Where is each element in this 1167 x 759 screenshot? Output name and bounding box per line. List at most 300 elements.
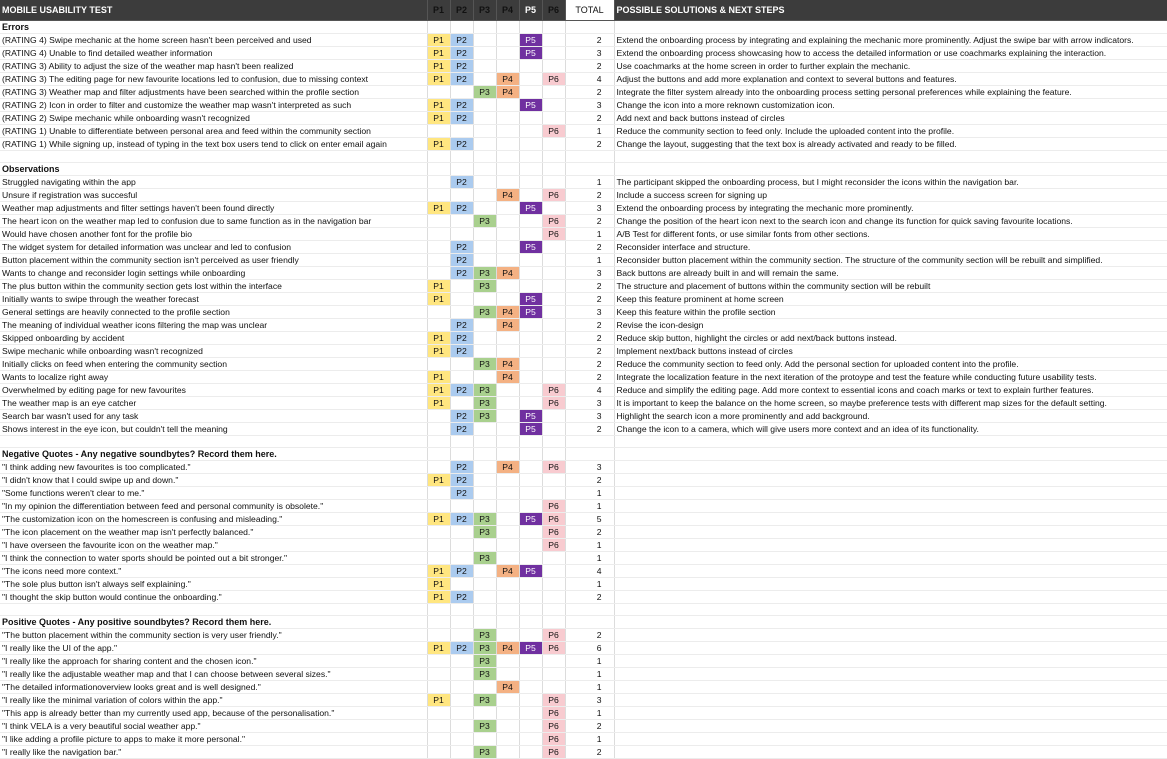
finding-cell[interactable]: The meaning of individual weather icons filtering the map was unclear xyxy=(0,318,427,331)
participant-cell-p4[interactable] xyxy=(496,732,519,745)
participant-cell-p6[interactable] xyxy=(542,603,565,615)
finding-cell[interactable]: The heart icon on the weather map led to confusion due to same function as in the navigation bar xyxy=(0,214,427,227)
participant-cell-p3[interactable] xyxy=(473,240,496,253)
participant-cell-p2[interactable]: P2 xyxy=(450,512,473,525)
participant-cell-p3[interactable] xyxy=(473,473,496,486)
solution-cell[interactable] xyxy=(614,20,1167,33)
participant-cell-p2[interactable] xyxy=(450,525,473,538)
participant-cell-p6[interactable] xyxy=(542,564,565,577)
participant-cell-p6[interactable] xyxy=(542,447,565,460)
participant-cell-p3[interactable] xyxy=(473,331,496,344)
finding-cell[interactable]: "I think VELA is a very beautiful social weather app." xyxy=(0,719,427,732)
participant-cell-p5[interactable] xyxy=(519,72,542,85)
solution-cell[interactable] xyxy=(614,525,1167,538)
participant-cell-p4[interactable] xyxy=(496,577,519,590)
solution-cell[interactable] xyxy=(614,628,1167,641)
participant-cell-p2[interactable] xyxy=(450,615,473,628)
participant-cell-p1[interactable] xyxy=(427,615,450,628)
participant-cell-p3[interactable] xyxy=(473,460,496,473)
participant-cell-p2[interactable] xyxy=(450,732,473,745)
total-cell[interactable]: 6 xyxy=(565,641,614,654)
participant-cell-p4[interactable] xyxy=(496,628,519,641)
participant-cell-p1[interactable]: P1 xyxy=(427,137,450,150)
participant-cell-p3[interactable] xyxy=(473,370,496,383)
participant-cell-p4[interactable] xyxy=(496,745,519,758)
solution-cell[interactable] xyxy=(614,538,1167,551)
participant-cell-p6[interactable]: P6 xyxy=(542,693,565,706)
participant-cell-p6[interactable] xyxy=(542,20,565,33)
participant-cell-p3[interactable]: P3 xyxy=(473,512,496,525)
participant-cell-p5[interactable] xyxy=(519,150,542,162)
solution-cell[interactable]: Reduce the community section to feed only. Include the uploaded content into the profile. xyxy=(614,124,1167,137)
participant-cell-p2[interactable] xyxy=(450,124,473,137)
participant-cell-p3[interactable] xyxy=(473,680,496,693)
participant-cell-p5[interactable] xyxy=(519,227,542,240)
participant-cell-p6[interactable] xyxy=(542,473,565,486)
participant-cell-p1[interactable] xyxy=(427,654,450,667)
participant-cell-p2[interactable] xyxy=(450,680,473,693)
participant-cell-p1[interactable]: P1 xyxy=(427,201,450,214)
solution-cell[interactable]: Change the icon to a camera, which will give users more context and an idea of its functionality. xyxy=(614,422,1167,435)
participant-cell-p5[interactable] xyxy=(519,706,542,719)
finding-cell[interactable]: "I really like the approach for sharing content and the chosen icon." xyxy=(0,654,427,667)
solution-cell[interactable]: Add next and back buttons instead of circles xyxy=(614,111,1167,124)
participant-cell-p5[interactable]: P5 xyxy=(519,240,542,253)
participant-cell-p2[interactable] xyxy=(450,227,473,240)
participant-cell-p1[interactable] xyxy=(427,175,450,188)
participant-cell-p6[interactable] xyxy=(542,305,565,318)
participant-cell-p2[interactable] xyxy=(450,745,473,758)
participant-header-p1[interactable]: P1 xyxy=(427,0,450,20)
finding-cell[interactable]: (RATING 3) Weather map and filter adjustments have been searched within the profile section xyxy=(0,85,427,98)
participant-cell-p3[interactable] xyxy=(473,615,496,628)
participant-cell-p1[interactable] xyxy=(427,422,450,435)
participant-cell-p2[interactable]: P2 xyxy=(450,46,473,59)
participant-cell-p2[interactable]: P2 xyxy=(450,409,473,422)
participant-cell-p2[interactable]: P2 xyxy=(450,59,473,72)
total-cell[interactable] xyxy=(565,150,614,162)
participant-cell-p2[interactable]: P2 xyxy=(450,383,473,396)
finding-cell[interactable]: "The customization icon on the homescreen is confusing and misleading." xyxy=(0,512,427,525)
solution-cell[interactable]: Integrate the localization feature in the next iteration of the protoype and test the feature while conducting future usability tests. xyxy=(614,370,1167,383)
solution-cell[interactable]: Reconsider interface and structure. xyxy=(614,240,1167,253)
participant-cell-p4[interactable] xyxy=(496,473,519,486)
total-cell[interactable]: 3 xyxy=(565,266,614,279)
total-cell[interactable]: 2 xyxy=(565,422,614,435)
solution-cell[interactable]: Change the icon into a more reknown customization icon. xyxy=(614,98,1167,111)
solution-cell[interactable]: Extend the onboarding process showcasing how to access the detailed information or use coachmarks explaining the interaction. xyxy=(614,46,1167,59)
participant-cell-p6[interactable]: P6 xyxy=(542,188,565,201)
participant-cell-p3[interactable] xyxy=(473,188,496,201)
participant-cell-p2[interactable]: P2 xyxy=(450,422,473,435)
total-cell[interactable]: 2 xyxy=(565,188,614,201)
participant-cell-p4[interactable] xyxy=(496,499,519,512)
total-cell[interactable]: 1 xyxy=(565,654,614,667)
participant-cell-p5[interactable] xyxy=(519,435,542,447)
participant-cell-p4[interactable] xyxy=(496,227,519,240)
participant-cell-p3[interactable] xyxy=(473,447,496,460)
total-cell[interactable]: 2 xyxy=(565,370,614,383)
total-header[interactable]: TOTAL xyxy=(565,0,614,20)
finding-cell[interactable]: The weather map is an eye catcher xyxy=(0,396,427,409)
total-cell[interactable] xyxy=(565,435,614,447)
finding-cell[interactable]: "I think adding new favourites is too complicated." xyxy=(0,460,427,473)
participant-cell-p6[interactable]: P6 xyxy=(542,745,565,758)
participant-cell-p4[interactable] xyxy=(496,111,519,124)
total-cell[interactable]: 2 xyxy=(565,331,614,344)
participant-cell-p1[interactable]: P1 xyxy=(427,577,450,590)
participant-cell-p5[interactable] xyxy=(519,175,542,188)
participant-cell-p6[interactable] xyxy=(542,551,565,564)
finding-cell[interactable]: (RATING 2) Swipe mechanic while onboarding wasn't recognized xyxy=(0,111,427,124)
solution-cell[interactable]: Change the position of the heart icon next to the search icon and change its function for quick saving favourite locations. xyxy=(614,214,1167,227)
participant-cell-p6[interactable] xyxy=(542,150,565,162)
participant-cell-p3[interactable]: P3 xyxy=(473,409,496,422)
total-cell[interactable]: 3 xyxy=(565,46,614,59)
finding-cell[interactable]: (RATING 4) Swipe mechanic at the home screen hasn't been perceived and used xyxy=(0,33,427,46)
total-cell[interactable]: 1 xyxy=(565,124,614,137)
total-cell[interactable]: 3 xyxy=(565,693,614,706)
finding-cell[interactable]: "This app is already better than my currently used app, because of the personalisation." xyxy=(0,706,427,719)
participant-cell-p2[interactable]: P2 xyxy=(450,201,473,214)
total-cell[interactable]: 3 xyxy=(565,201,614,214)
participant-cell-p1[interactable] xyxy=(427,188,450,201)
section-title[interactable]: Positive Quotes - Any positive soundbytes? Record them here. xyxy=(0,615,427,628)
participant-cell-p6[interactable] xyxy=(542,253,565,266)
solution-cell[interactable] xyxy=(614,473,1167,486)
solution-cell[interactable] xyxy=(614,512,1167,525)
participant-cell-p6[interactable] xyxy=(542,175,565,188)
participant-cell-p2[interactable] xyxy=(450,214,473,227)
finding-cell[interactable]: Struggled navigating within the app xyxy=(0,175,427,188)
participant-cell-p6[interactable] xyxy=(542,279,565,292)
participant-cell-p6[interactable]: P6 xyxy=(542,214,565,227)
participant-cell-p5[interactable] xyxy=(519,318,542,331)
total-cell[interactable]: 2 xyxy=(565,214,614,227)
total-cell[interactable]: 2 xyxy=(565,525,614,538)
participant-cell-p5[interactable] xyxy=(519,577,542,590)
participant-cell-p4[interactable] xyxy=(496,422,519,435)
participant-cell-p5[interactable] xyxy=(519,745,542,758)
total-cell[interactable]: 2 xyxy=(565,279,614,292)
participant-cell-p5[interactable]: P5 xyxy=(519,46,542,59)
total-cell[interactable]: 1 xyxy=(565,253,614,266)
total-cell[interactable]: 2 xyxy=(565,628,614,641)
total-cell[interactable]: 3 xyxy=(565,409,614,422)
total-cell[interactable]: 2 xyxy=(565,357,614,370)
participant-cell-p1[interactable] xyxy=(427,486,450,499)
solution-cell[interactable] xyxy=(614,590,1167,603)
participant-cell-p4[interactable] xyxy=(496,59,519,72)
participant-cell-p4[interactable] xyxy=(496,615,519,628)
participant-cell-p5[interactable] xyxy=(519,667,542,680)
participant-cell-p5[interactable] xyxy=(519,383,542,396)
participant-cell-p1[interactable] xyxy=(427,499,450,512)
participant-cell-p2[interactable]: P2 xyxy=(450,98,473,111)
finding-cell[interactable]: "I really like the navigation bar." xyxy=(0,745,427,758)
participant-cell-p3[interactable] xyxy=(473,292,496,305)
participant-cell-p4[interactable] xyxy=(496,175,519,188)
participant-cell-p2[interactable] xyxy=(450,551,473,564)
finding-cell[interactable]: "In my opinion the differentiation between feed and personal community is obsolete." xyxy=(0,499,427,512)
participant-cell-p1[interactable]: P1 xyxy=(427,33,450,46)
participant-cell-p2[interactable] xyxy=(450,435,473,447)
solution-cell[interactable] xyxy=(614,577,1167,590)
finding-cell[interactable]: (RATING 3) Ability to adjust the size of the weather map hasn't been realized xyxy=(0,59,427,72)
total-cell[interactable]: 2 xyxy=(565,745,614,758)
participant-cell-p2[interactable] xyxy=(450,357,473,370)
participant-cell-p6[interactable]: P6 xyxy=(542,628,565,641)
total-cell[interactable]: 2 xyxy=(565,344,614,357)
participant-cell-p4[interactable]: P4 xyxy=(496,188,519,201)
participant-cell-p6[interactable]: P6 xyxy=(542,396,565,409)
finding-cell[interactable]: Unsure if registration was succesful xyxy=(0,188,427,201)
solution-cell[interactable]: Change the layout, suggesting that the text box is already activated and ready to be filled. xyxy=(614,137,1167,150)
participant-cell-p3[interactable] xyxy=(473,175,496,188)
participant-cell-p6[interactable] xyxy=(542,266,565,279)
participant-cell-p6[interactable] xyxy=(542,370,565,383)
participant-cell-p2[interactable]: P2 xyxy=(450,473,473,486)
participant-cell-p6[interactable] xyxy=(542,615,565,628)
participant-cell-p4[interactable]: P4 xyxy=(496,72,519,85)
participant-cell-p4[interactable] xyxy=(496,162,519,175)
finding-cell[interactable]: "I really like the adjustable weather map and that I can choose between several sizes." xyxy=(0,667,427,680)
total-cell[interactable]: 4 xyxy=(565,72,614,85)
participant-cell-p2[interactable] xyxy=(450,396,473,409)
participant-cell-p6[interactable] xyxy=(542,240,565,253)
participant-cell-p4[interactable] xyxy=(496,214,519,227)
finding-cell[interactable]: (RATING 3) The editing page for new favourite locations led to confusion, due to missing context xyxy=(0,72,427,85)
participant-cell-p3[interactable] xyxy=(473,732,496,745)
participant-cell-p4[interactable]: P4 xyxy=(496,460,519,473)
participant-cell-p5[interactable] xyxy=(519,499,542,512)
solution-cell[interactable] xyxy=(614,667,1167,680)
participant-cell-p1[interactable] xyxy=(427,667,450,680)
total-cell[interactable]: 1 xyxy=(565,551,614,564)
participant-cell-p5[interactable] xyxy=(519,266,542,279)
participant-cell-p6[interactable] xyxy=(542,59,565,72)
total-cell[interactable]: 4 xyxy=(565,564,614,577)
finding-cell[interactable]: Weather map adjustments and filter settings haven't been found directly xyxy=(0,201,427,214)
participant-cell-p5[interactable] xyxy=(519,137,542,150)
participant-cell-p4[interactable]: P4 xyxy=(496,305,519,318)
participant-cell-p6[interactable] xyxy=(542,201,565,214)
solution-cell[interactable]: Implement next/back buttons instead of circles xyxy=(614,344,1167,357)
participant-cell-p3[interactable]: P3 xyxy=(473,214,496,227)
solution-cell[interactable]: Use coachmarks at the home screen in order to further explain the mechanic. xyxy=(614,59,1167,72)
participant-cell-p6[interactable] xyxy=(542,486,565,499)
participant-cell-p4[interactable]: P4 xyxy=(496,641,519,654)
participant-cell-p3[interactable]: P3 xyxy=(473,719,496,732)
participant-cell-p2[interactable]: P2 xyxy=(450,240,473,253)
participant-cell-p2[interactable]: P2 xyxy=(450,175,473,188)
solution-cell[interactable]: Extend the onboarding process by integrating and explaining the mechanic more prominently. Adjust the swipe bar with arrow indicators. xyxy=(614,33,1167,46)
participant-cell-p5[interactable] xyxy=(519,111,542,124)
solution-cell[interactable]: Adjust the buttons and add more explanation and context to several buttons and features. xyxy=(614,72,1167,85)
participant-cell-p6[interactable]: P6 xyxy=(542,706,565,719)
participant-cell-p3[interactable] xyxy=(473,162,496,175)
finding-cell[interactable] xyxy=(0,435,427,447)
participant-cell-p1[interactable] xyxy=(427,214,450,227)
participant-cell-p4[interactable] xyxy=(496,603,519,615)
solution-cell[interactable]: The structure and placement of buttons within the community section will be rebuilt xyxy=(614,279,1167,292)
solution-cell[interactable] xyxy=(614,447,1167,460)
participant-cell-p4[interactable] xyxy=(496,409,519,422)
participant-cell-p5[interactable] xyxy=(519,253,542,266)
participant-cell-p2[interactable] xyxy=(450,20,473,33)
solution-cell[interactable]: It is important to keep the balance on the home screen, so maybe preference tests with different map sizes for the default setting. xyxy=(614,396,1167,409)
total-cell[interactable] xyxy=(565,162,614,175)
finding-cell[interactable]: Search bar wasn't used for any task xyxy=(0,409,427,422)
solution-cell[interactable]: Integrate the filter system already into the onboarding process setting personal preferences while explaining the feature. xyxy=(614,85,1167,98)
finding-cell[interactable] xyxy=(0,603,427,615)
finding-cell[interactable]: "I like adding a profile picture to apps to make it more personal." xyxy=(0,732,427,745)
participant-cell-p6[interactable] xyxy=(542,654,565,667)
participant-cell-p1[interactable]: P1 xyxy=(427,59,450,72)
solution-cell[interactable]: Highlight the search icon a more prominently and add background. xyxy=(614,409,1167,422)
participant-cell-p4[interactable] xyxy=(496,512,519,525)
participant-cell-p3[interactable] xyxy=(473,46,496,59)
total-cell[interactable]: 3 xyxy=(565,396,614,409)
participant-cell-p1[interactable] xyxy=(427,227,450,240)
participant-cell-p6[interactable]: P6 xyxy=(542,719,565,732)
participant-cell-p6[interactable] xyxy=(542,98,565,111)
total-cell[interactable]: 1 xyxy=(565,732,614,745)
participant-cell-p1[interactable] xyxy=(427,253,450,266)
participant-cell-p5[interactable] xyxy=(519,188,542,201)
participant-cell-p2[interactable] xyxy=(450,603,473,615)
total-cell[interactable] xyxy=(565,615,614,628)
participant-cell-p2[interactable] xyxy=(450,499,473,512)
participant-cell-p1[interactable]: P1 xyxy=(427,473,450,486)
solution-cell[interactable] xyxy=(614,732,1167,745)
participant-cell-p4[interactable] xyxy=(496,240,519,253)
participant-cell-p1[interactable]: P1 xyxy=(427,693,450,706)
participant-cell-p4[interactable] xyxy=(496,486,519,499)
participant-cell-p4[interactable] xyxy=(496,331,519,344)
participant-cell-p4[interactable] xyxy=(496,150,519,162)
participant-cell-p5[interactable] xyxy=(519,693,542,706)
participant-cell-p6[interactable] xyxy=(542,111,565,124)
total-cell[interactable]: 2 xyxy=(565,590,614,603)
finding-cell[interactable]: Button placement within the community section isn't perceived as user friendly xyxy=(0,253,427,266)
participant-cell-p1[interactable] xyxy=(427,680,450,693)
participant-cell-p3[interactable] xyxy=(473,137,496,150)
participant-cell-p6[interactable] xyxy=(542,137,565,150)
participant-cell-p5[interactable] xyxy=(519,525,542,538)
total-cell[interactable]: 2 xyxy=(565,137,614,150)
total-cell[interactable]: 4 xyxy=(565,383,614,396)
participant-cell-p6[interactable] xyxy=(542,409,565,422)
participant-cell-p1[interactable]: P1 xyxy=(427,590,450,603)
participant-cell-p3[interactable] xyxy=(473,603,496,615)
participant-cell-p5[interactable] xyxy=(519,460,542,473)
participant-cell-p2[interactable]: P2 xyxy=(450,344,473,357)
participant-cell-p3[interactable]: P3 xyxy=(473,641,496,654)
total-cell[interactable]: 2 xyxy=(565,292,614,305)
participant-cell-p3[interactable] xyxy=(473,33,496,46)
participant-cell-p1[interactable] xyxy=(427,266,450,279)
solution-cell[interactable] xyxy=(614,435,1167,447)
total-cell[interactable]: 1 xyxy=(565,499,614,512)
participant-cell-p6[interactable] xyxy=(542,162,565,175)
participant-cell-p3[interactable]: P3 xyxy=(473,357,496,370)
solution-cell[interactable] xyxy=(614,499,1167,512)
participant-cell-p4[interactable]: P4 xyxy=(496,318,519,331)
total-cell[interactable]: 2 xyxy=(565,59,614,72)
participant-cell-p4[interactable]: P4 xyxy=(496,266,519,279)
finding-cell[interactable]: Swipe mechanic while onboarding wasn't recognized xyxy=(0,344,427,357)
participant-cell-p6[interactable] xyxy=(542,680,565,693)
participant-cell-p1[interactable] xyxy=(427,162,450,175)
participant-cell-p1[interactable]: P1 xyxy=(427,641,450,654)
participant-header-p2[interactable]: P2 xyxy=(450,0,473,20)
participant-cell-p3[interactable]: P3 xyxy=(473,383,496,396)
finding-cell[interactable]: "The button placement within the community section is very user friendly." xyxy=(0,628,427,641)
finding-cell[interactable]: "I didn't know that I could swipe up and down." xyxy=(0,473,427,486)
participant-cell-p4[interactable]: P4 xyxy=(496,357,519,370)
participant-cell-p1[interactable] xyxy=(427,124,450,137)
solution-cell[interactable]: Revise the icon-design xyxy=(614,318,1167,331)
finding-cell[interactable]: (RATING 1) While signing up, instead of typing in the text box users tend to click on enter email again xyxy=(0,137,427,150)
participant-cell-p2[interactable] xyxy=(450,447,473,460)
solution-cell[interactable]: Reduce skip button, highlight the circles or add next/back buttons instead. xyxy=(614,331,1167,344)
participant-cell-p5[interactable] xyxy=(519,85,542,98)
participant-cell-p5[interactable] xyxy=(519,615,542,628)
participant-cell-p5[interactable] xyxy=(519,20,542,33)
participant-cell-p1[interactable]: P1 xyxy=(427,370,450,383)
participant-cell-p6[interactable] xyxy=(542,577,565,590)
participant-cell-p5[interactable] xyxy=(519,551,542,564)
participant-cell-p4[interactable] xyxy=(496,253,519,266)
participant-cell-p6[interactable] xyxy=(542,33,565,46)
participant-cell-p1[interactable] xyxy=(427,447,450,460)
finding-cell[interactable]: Initially clicks on feed when entering the community section xyxy=(0,357,427,370)
participant-cell-p1[interactable]: P1 xyxy=(427,279,450,292)
participant-cell-p6[interactable]: P6 xyxy=(542,512,565,525)
participant-cell-p2[interactable]: P2 xyxy=(450,486,473,499)
participant-cell-p5[interactable] xyxy=(519,680,542,693)
participant-cell-p4[interactable] xyxy=(496,137,519,150)
finding-cell[interactable]: General settings are heavily connected to the profile section xyxy=(0,305,427,318)
solution-cell[interactable] xyxy=(614,551,1167,564)
participant-cell-p6[interactable]: P6 xyxy=(542,124,565,137)
total-cell[interactable]: 2 xyxy=(565,111,614,124)
total-cell[interactable]: 1 xyxy=(565,667,614,680)
participant-cell-p3[interactable] xyxy=(473,124,496,137)
participant-header-p4[interactable]: P4 xyxy=(496,0,519,20)
solution-cell[interactable] xyxy=(614,150,1167,162)
participant-cell-p2[interactable]: P2 xyxy=(450,266,473,279)
participant-cell-p4[interactable] xyxy=(496,693,519,706)
participant-cell-p5[interactable] xyxy=(519,447,542,460)
participant-cell-p5[interactable]: P5 xyxy=(519,305,542,318)
participant-cell-p4[interactable] xyxy=(496,124,519,137)
solution-cell[interactable] xyxy=(614,693,1167,706)
participant-cell-p5[interactable] xyxy=(519,628,542,641)
finding-cell[interactable]: The widget system for detailed information was unclear and led to confusion xyxy=(0,240,427,253)
participant-cell-p1[interactable] xyxy=(427,240,450,253)
participant-cell-p1[interactable] xyxy=(427,85,450,98)
participant-cell-p1[interactable]: P1 xyxy=(427,292,450,305)
participant-cell-p1[interactable] xyxy=(427,150,450,162)
finding-cell[interactable]: "The icons need more context." xyxy=(0,564,427,577)
participant-cell-p5[interactable]: P5 xyxy=(519,422,542,435)
participant-cell-p5[interactable]: P5 xyxy=(519,33,542,46)
sheet-title[interactable]: MOBILE USABILITY TEST xyxy=(0,0,427,20)
participant-cell-p2[interactable] xyxy=(450,292,473,305)
participant-cell-p3[interactable] xyxy=(473,98,496,111)
